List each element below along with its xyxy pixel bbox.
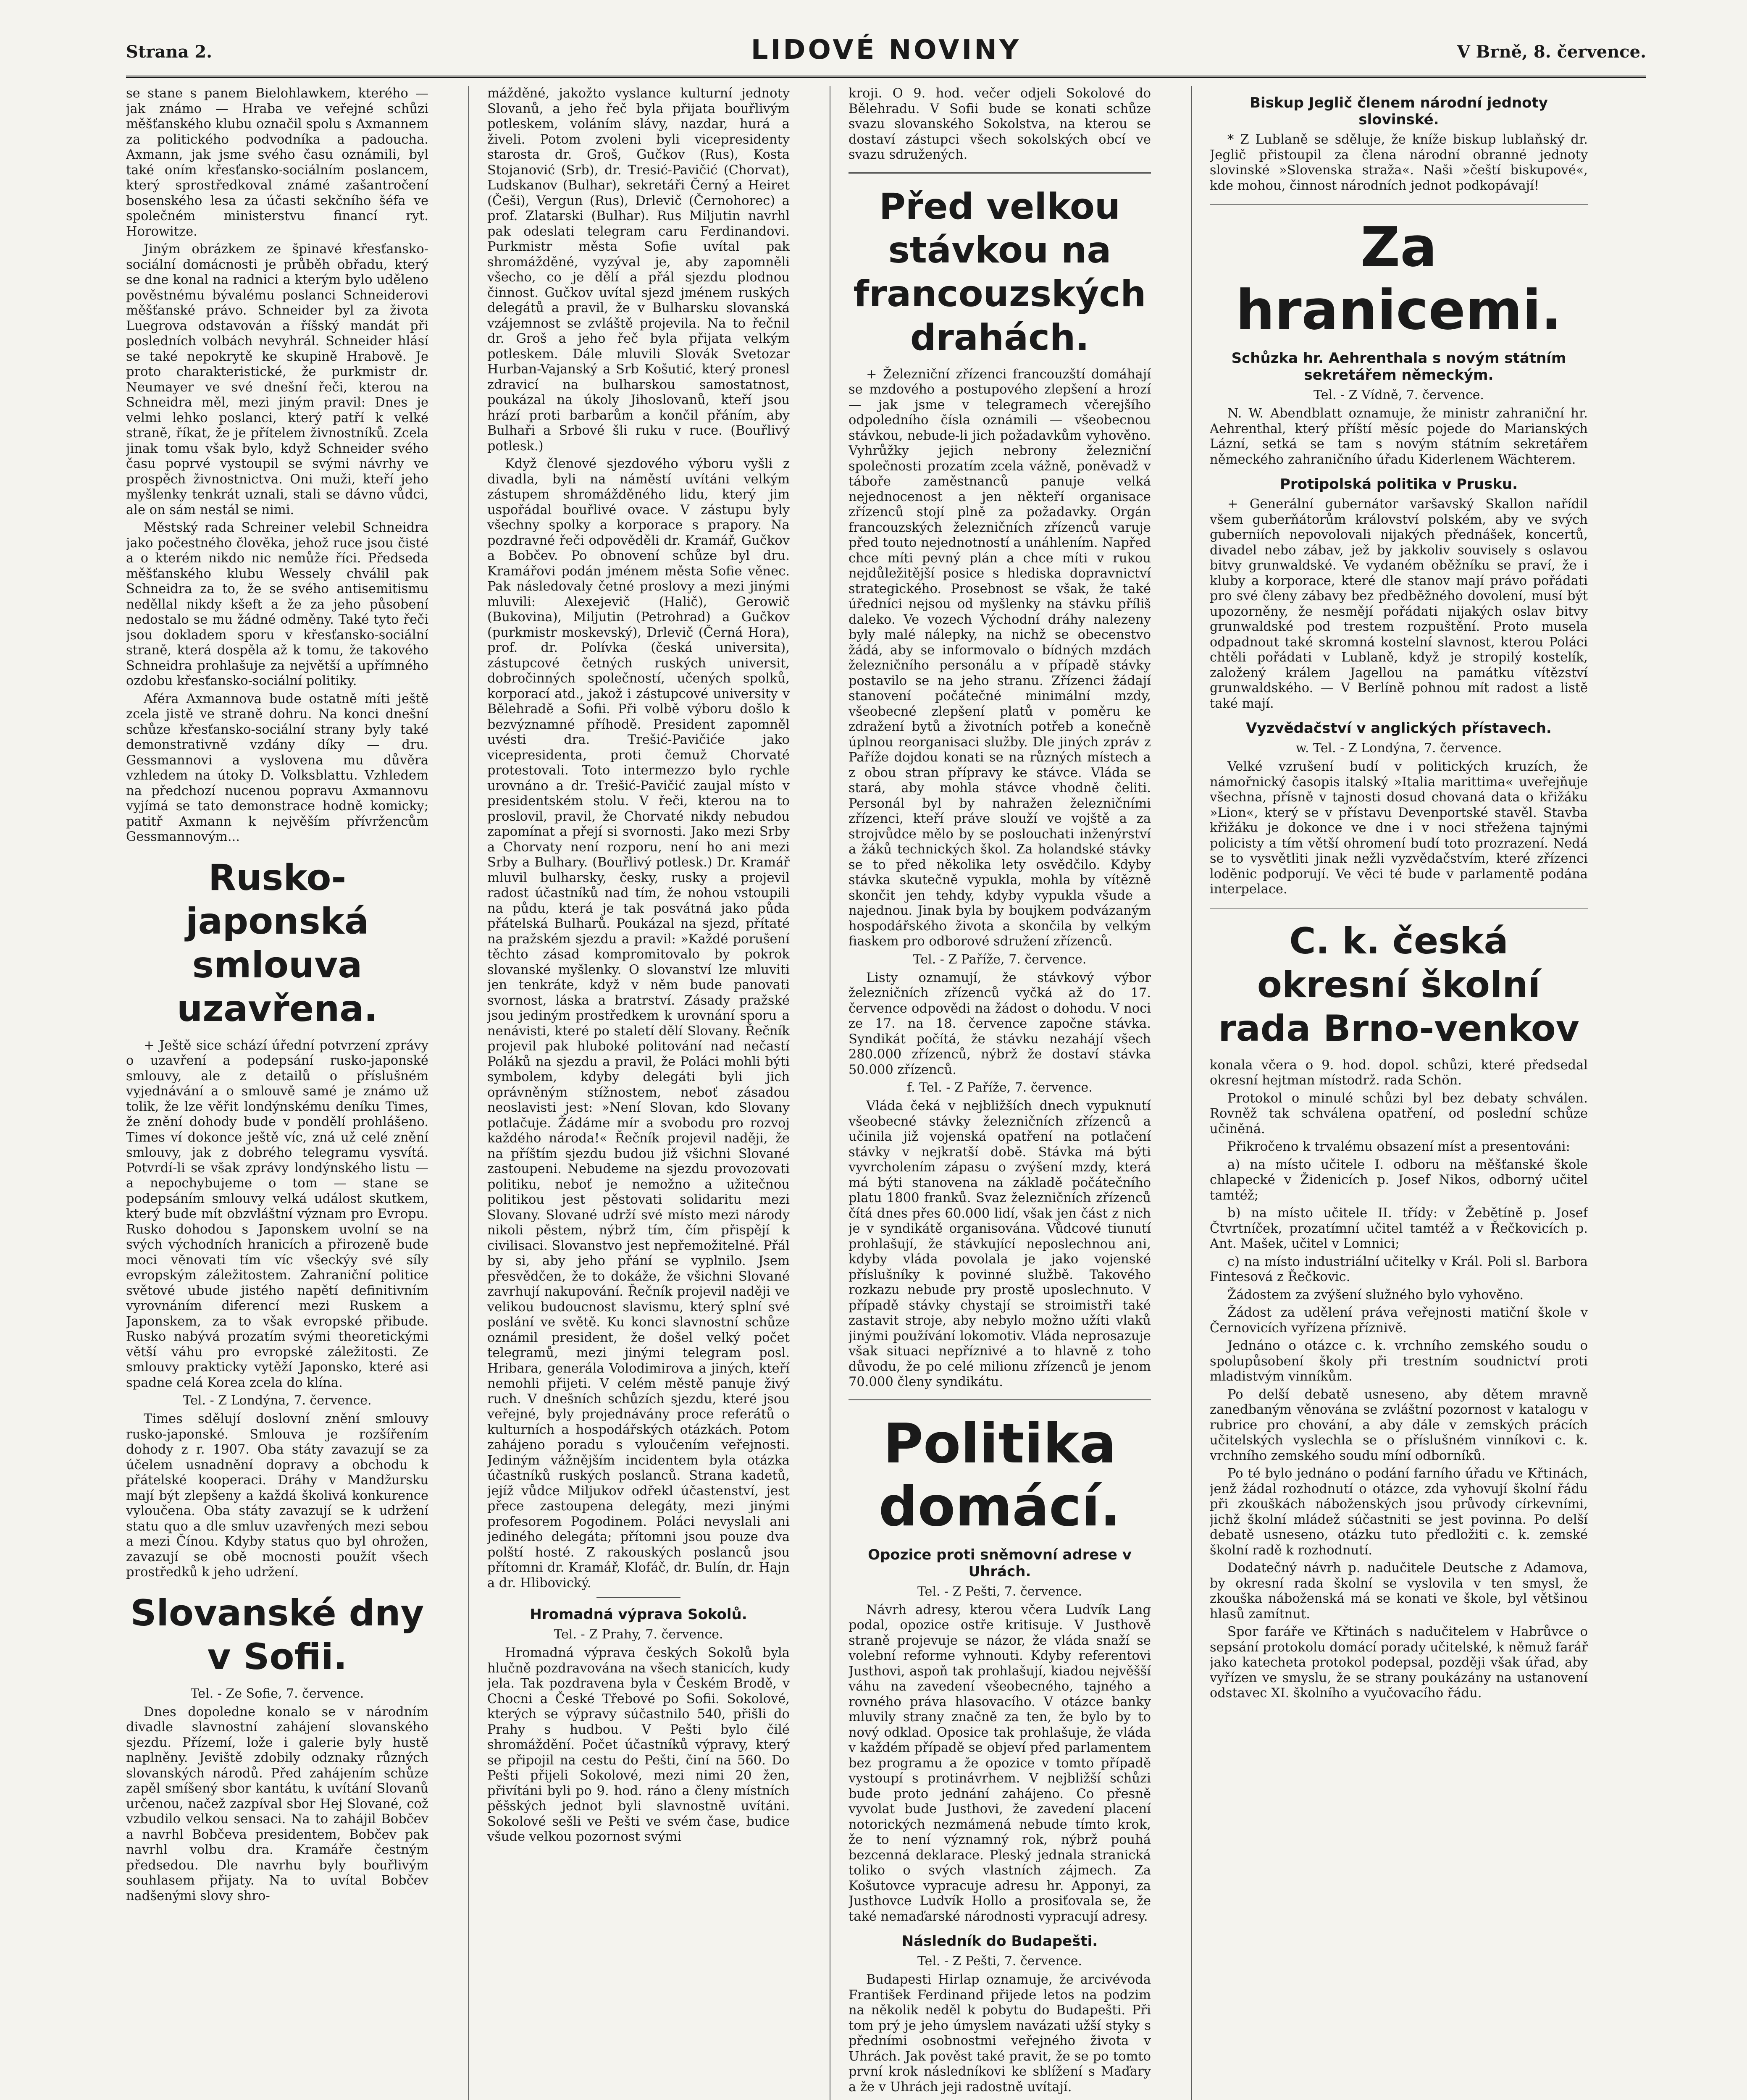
paragraph: Budapesti Hirlap oznamuje, že arcivévoda František Ferdinand přijede letos na podzim na několik neděl k pobytu do Budapešti. Při tom prý je jeho úmyslem navázati užší styky s předními osobnostmi veřejného života v Uhrách. Jak pověst také pravit, že se po tomto první krok následníkovi ke sblížení s Maďary a že v Uhrách jeji radostně uvítají. [849,1972,1151,2095]
page-header [126,25,1646,71]
paragraph: Po delší debatě usneseno, aby dětem mravně zanedbaným věnována se zvláštní pozornost v katalogu v rubrice pro chování, a aby dále v zemských prácích učitelských vyslechla se o příslušném vinníkovi c. k. vrchního zemského soudu míní odborníků. [1210,1387,1588,1463]
subheading-naslednik: Následník do Budapešti. [901,1933,1098,1950]
dateline: Tel. - Z Londýna, 7. července. [183,1393,372,1408]
paragraph: + Generální gubernátor varšavský Skallon nařídil všem guberňátorům království polském, aby ve svých guberniích nepovolovali nijakých přednášek, koncertů, divadel nebo zábav, jež by jakkoliv souvisely s oslavou bitvy grunwaldské. Ve vydaném oběžníku se praví, že i kluby a korporace, které dle stanov mají právo pořádati pro své členy zábavy bez předběžného dovolení, musí být upozorněny, že nesmějí pořádati nijakých oslav bitvy grunwaldské pod trestem rozpuštění. Proto musela odpadnout také skromná kostelní slavnost, kterou Poláci chtěli pořádati v Lublaně, když je stropilý kostelík, založený králem Jagellou na památku vítězství grunwaldského. — V Berlíně pohnou mít radost a listě také mají. [1210,497,1588,711]
column-2 [487,86,790,2100]
paragraph: Listy oznamují, že stávkový výbor železničních zřízenců vyčká až do 17. července odpovědi na žádost o dohodu. V noci ze 17. na 18. července započne stávka. Syndikát počítá, že stávku nezahájí všech 280.000 zřízenců, nýbrž že dostaví stávka 50.000 zřízenců. [849,970,1151,1077]
paragraph: * Z Lublaně se sděluje, že kníže biskup lublaňský dr. Jeglič přistoupil za člena národní obranné jednoty slovinské »Slovenska straža«. Naši »čeští biskupové«, kde mohou, činnost národních jednot podkopávají! [1210,132,1588,193]
paragraph: Jiným obrázkem ze špinavé křesťansko-sociální domácnosti je průběh obřadu, který se dne konal na radnici a kterým bylo uděleno pověstnému bývalému poslanci Schneiderovi měšťanské právo. Schneider byl za života Luegrova odstavován a říšský mandát při posledních volbách nevyhrál. Schneider hlásí se také nepokrytě ke skupině Hrabově. Je proto charakteristické, že purkmistr dr. Neumayer ve své dnešní řeči, kterou na Schneidra měl, mezi jiným pravil: Dnes je velmi lehko poslanci, který patří k velké straně, říkat, že je přítelem živnostníků. Zcela jinak tomu však bylo, když Schneider svého času poprvé vystoupil se svými návrhy ve prospěch živnostnictva. Oni muži, kteří jeho myšlenky tenkrát uznali, stali se dávno vůdci, ale on sám nestál se nimi. [126,242,428,517]
paragraph: Spor faráře ve Křtinách s nadučitelem v Habrůvce o sepsání protokolu domácí porady učitelské, k němuž farář jako katecheta protokol podepsal, později však úřad, aby vyřízen ve smyslu, že se strany poukázány na ustanovení odstavec XI. školního a vyučovacího řádu. [1210,1625,1588,1701]
subheading-vyzvedacstvi: Vyzvědačství v anglických přístavech. [1246,720,1552,737]
dateline: Tel. - Z Paříže, 7. července. [913,952,1087,967]
paragraph: Hromadná výprava českých Sokolů byla hlučně pozdravována na všech stanicích, kudy jela. Tak pozdravena byla v Českém Brodě, v Chocni a České Třebové po Sofii. Sokolové, kterých se výpravy súčastnilo 540, přišli do Prahy s hudbou. V Pešti bylo čilé shromáždění. Počet účastníků výpravy, který se připojil na cestu do Pešti, činí na 560. Do Pešti přijeli Sokolové, mezi nimi 20 žen, přivítáni byli po 9. hod. ráno a členy místních pěšských jednot byli slavnostně uvítáni. Sokolové sešli ve Pešti ve svém čase, budice všude velkou pozornost svými [487,1646,790,1844]
paragraph: Protokol o minulé schůzi byl bez debaty schválen. Rovněž tak schválena opatření, od poslední schůze učiněná. [1210,1091,1588,1137]
dateline: Tel. - Ze Sofie, 7. července. [190,1686,364,1701]
divider [596,1597,680,1598]
column-1 [126,86,428,2100]
place-date: V Brně, 8. července. [1457,42,1646,62]
subheading-opozice: Opozice proti sněmovní adrese v Uhrách. [868,1546,1132,1580]
paragraph: Když členové sjezdového výboru vyšli z divadla, byli na náměstí uvítáni velkým zástupem shromážděného lidu, který jim uspořádal bouřlivé ovace. V zástupu byly všechny spolky a korporace s prapory. Na pozdravné řeči odpověděli dr. Kramář, Gučkov a Bobčev. Po obnovení schůze byl dru. Kramářovi podán jménem města Sofie věnec. Pak následovaly četné proslovy a mezi jinými mluvili: Alexejevič (Halič), Gerowič (Bukovina), Miljutin (Petrohrad) a Gučkov (purkmistr moskevský), Drlevič (Černá Hora), prof. dr. Polívka (česká universita), zástupcové četných ruských universit, dobročinných společností, učených spolků, korporací atd., jakož i zástupcové university v Bělehradě a Sofii. Při volbě výboru došlo k bezvýznamné příhodě. President zapomněl uvésti dra. Trešić-Pavičiće jako vicepresidenta, proti čemuž Chorvaté protestovali. Toto intermezzo bylo rychle urovnáno a dr. Trešić-Pavičić zaujal místo v presidentském stolu. V řeči, kterou na to proslovil, pravil, že Chorvaté nikdy nebudou zapomínat a přejí si svornosti. Jako mezi Srby a Chorvaty není rozporu, není ho ani mezi Srby a Bulhary. (Bouřlivý potlesk.) Dr. Kramář mluvil bulharsky, česky, rusky a projevil radost účastníků nad tím, že nohou vstoupili na půdu, která je tak posvátná jako půda přátelská Bulharů. Poukázal na sjezd, přítaté na pražském sjezdu a pravil: »Každé porušení těchto zásad kompromitovalo by pokrok slovanské myšlenky. O slovanství lze mluviti jen tenkráte, když v něm bude panovati svornost, láska a bratrství. Zásady pražské jsou jediným prostředkem k urovnání sporu a nenávisti, které po staletí dělí Slovany. Řečník projevil pak hluboké politování nad nečastí Poláků na sjezdu a pravil, že Poláci mohli býti symbolem, kdyby delegáti byli jich oprávněným stížnostem, neboť zásadou neoslavisti jest: »Není Slovan, kdo Slovany potlačuje. Žádáme mír a svobodu pro rozvoj každého národa!« Řečník projevil naději, že na příštím sjezdu budou již všichni Slované zastoupeni. Nebudeme na sjezdu provozovati politiku, neboť je nemožno a užitečnou politikou jest pěstovati solidaritu mezi Slovany. Slované udrží své místo mezi národy nikoli pěstem, nýbrž tím, čím přispějí k civilisaci. Slovanstvo jest nepřemožitelné. Přál by si, aby jeho přání se vyplnilo. Jsem přesvědčen, že to dokáže, že všichni Slované zavrhují nakupování. Řečník projevil naději ve velikou budoucnost slavismu, který splní své poslání ve světě. Ku konci slavnostní schůze oznámil president, že došel velký počet telegramů, mezi jinými telegram posl. Hribara, generála Volodimirova a jiných, kteří nemohli přijeti. V celém městě panuje živý ruch. V dnešních schůzích sjezdu, které jsou veřejné, byly projednávány proce referátů o kulturních a hospodářských otázkách. Potom zahájeno poradu s vyloučením veřejnosti. Jediným vážnějším incidentem byla otázka účastníků ruských poslanců. Strana kadetů, jejíž vůdce Miljukov odřekl účastenství, jest přece zastoupena delegáty, mezi jinými profesorem Pogodinem. Poláci nevyslali ani jediného delegáta; přítomni jsou pouze dva polští hosté. Z rakouských poslanců jsou přítomni dr. Kramář, Klofáč, dr. Bulín, dr. Hajn a dr. Hlibovický. [487,457,790,1591]
divider [1210,203,1588,205]
headline-skolni-rada: C. k. česká okresní školní rada Brno-venkov [1218,920,1579,1050]
paragraph: Dodatečný návrh p. nadučitele Deutsche z Adamova, by okresní rada školní se vyslovila v ten smysl, že zkouška náboženská má se konati ve škole, byl většinou hlasů zamítnut. [1210,1561,1588,1622]
paragraph: Návrh adresy, kterou včera Ludvík Lang podal, opozice ostře kritisuje. V Justhově straně projevuje se názor, že vláda snaží se volební reforme vyhnouti. Kdyby referentovi Justhovi, aspoň tak prohlašují, kiadou nejvěšší váhu na zavedení všeobecného, tajného a rovného práva hlasovacího. V otázce banky mluvily strany značně za ten, že bylo by to nový odklad. Oposice tak prohlašuje, že vláda v každém případě se objeví před parlamentem bez programu a že opozice v tomto případě vystoupí s protinávrhem. V nejbližší schůzi bude proto jednání zahájeno. Co přesně vyvolat bude Justhovi, že zavedení placení notorických nezmámená nebude tímto krok, že to není významný rok, nýbrž pouhá bezcenná deklarace. Pleský jednala stranická toliko o svých vlastních zájmech. Za Košutovce vypracuje adresu hr. Apponyi, za Justhovce Ludvík Hollo a prosiťovala se, že také nemaďarské národnosti vypracují adresy. [849,1602,1151,1924]
paragraph: Velké vzrušení budí v politických kruzích, že námořnický časopis italský »Italia marittima« uveřejňuje všechna, přísně v tajnosti dosud chovaná data o křižáku »Lion«, který se v přístavu Devenportské stavěl. Stavba křižáku je dokonce ve dne i v noci střežena tajnými policisty a tím větší ohromení budí toto prozrazení. Nedá se to vysvětliti jinak nežli vyzvědačstvím, které zřízenci loděnic podporují. Ve věci té bude v parlamentě podána interpelace. [1210,759,1588,897]
subheading-schuzka: Schůzka hr. Aehrenthala s novým státním sekretářem německým. [1231,350,1566,383]
headline-za-hranicemi: Za hranicemi. [1235,215,1562,342]
dateline: f. Tel. - Z Paříže, 7. července. [907,1080,1093,1095]
paragraph: c) na místo industriální učitelky v Král. Poli sl. Barbora Fintesová z Řečkovic. [1210,1254,1588,1284]
dateline: Tel. - Z Pešti, 7. července. [917,1584,1082,1599]
paragraph: Times sdělují doslovní znění smlouvy rusko-japonské. Smlouva je rozšířením dohody z r. 1907. Oba státy zavazují se za účelem usnadnění dopravy a obchodu k přátelské kooperaci. Dráhy v Mandžursku mají být zlepšeny a každá školivá konkurence vyloučena. Oba státy zavazují se k udržení statu quo a dle smluv uzavřených mezi sebou a mezi Čínou. Kdyby status quo byl ohrožen, zavazují se obě mocnosti použít všech prostředků k jeho udržení. [126,1412,428,1580]
headline-stavka: Před velkou stávkou na francouzských drahách. [853,185,1146,359]
dateline: w. Tel. - Z Londýna, 7. července. [1295,741,1502,756]
paragraph: se stane s panem Bielohlawkem, kterého — jak známo — Hraba ve veřejné schůzi měšťanského klubu označil spolu s Axmannem za politického podvodníka a padoucha. Axmann, jak jsme svého času oznámili, byl také oním křesťansko-sociálním poslancem, který sprostředkoval známé zašantročení bosenského lesa za účasti sekčního šéfa ve společném ministerstvu financí ryt. Horowitze. [126,86,428,239]
paragraph: + Ještě sice schází úřední potvrzení zprávy o uzavření a podepsání rusko-japonské smlouvy, ale z detailů o příslušném vyjednávání a o smlouvě samé je známo už tolik, že lze věřit londýnskému deníku Times, že znění dohody bude v pondělí prohlášeno. Times ví dokonce ještě víc, zná už celé znění smlouvy, jak z dobrého telegramu vysvítá. Potvrdí-li se však zprávy londýnského listu — a nepochybujeme o tom — stane se podepsáním smlouvy velká událost skutkem, který bude mít obzvláštní význam pro Evropu. Rusko dohodou s Japonskem uvolní se na svých východních hranicích a přirozeně bude moci věnovati tím víc všeckýy své síly evropským záležitostem. Zahraniční politice světové ubude jistého napětí definitivním vyrovnáním diferencí mezi Ruskem a Japonskem, za to však evropské přibude. Rusko nabývá prozatím svými theoretickými větší váhu pro evropské záležitosti. Ze smlouvy prakticky vytěží Japonsko, které asi spadne celá Korea zcela do klína. [126,1038,428,1390]
divider [1210,907,1588,908]
paragraph: Vláda čeká v nejbližších dnech vypuknutí všeobecné stávky železničních zřízenců a učinila již vojenská opatření na potlačení stávky v nejkratší době. Stávka má býti vyvrcholením zápasu o zvýšení mzdy, která má býti stanovena na základě počátečního platu 1800 franků. Svaz železničních zřízenců čítá dnes přes 60.000 lidí, však jen část z nich je v syndikátě organisována. Vůdcové tiunutí prohlašují, že stávkující neposlechnou ani, kdyby vláda povolala je jako vojenské příslušníky k povinné službě. Takového rozkazu nebude pry prostě uposlechnuto. V případě stávky chystají se stroimistři také zastavit stroje, aby nebylo možno užíti vlaků jinými používání lokomotiv. Vláda neprosazuje však situaci nepříznivé a to hlavně z toho důvodu, že po celé milionu zřízenců je jenom 70.000 členy syndikátu. [849,1099,1151,1389]
dateline: Tel. - Z Pešti, 7. července. [917,1954,1082,1969]
column-4 [1210,86,1588,2100]
paragraph: Žádostem za zvýšení služného bylo vyhověno. [1227,1287,1524,1302]
header-rule [126,76,1646,78]
paragraph: a) na místo učitele I. odboru na měšťanské škole chlapecké v Židenicích p. Josef Nikos, odborný učitel tamtéž; [1210,1157,1588,1203]
paragraph: + Železniční zřízenci francouzští domáhají se mzdového a postupového zlepšení a hrozí — jak jsme v telegramech včerejšího odpoledního čísla oznámili — všeobecnou stávkou, nebude-li jich požadavkům vyhověno. Vyhrůžky jejich nebrony železniční společnosti prozatím zcela vážně, poněvadž v táboře zaměstnanců panuje velká nejednocenost a jen někteří organisace zřízenců stojí plně za požadavky. Orgán francouzských železničních zřízenců varuje před touto nejednotností a unáhlením. Napřed chce míti pevný plán a chce míti v rukou nejdůležitější posice s hlediska dopravnictví strategického. Prosebnost se však, že také úředníci nejsou od myšlenky na stávku příliš daleko. Ve vozech Východní dráhy nalezeny byly malé nálepky, na nichž se obecenstvo žádá, aby se informovalo o bídných mzdách železničního personálu a v případě stávky postavilo se na jeho stranu. Zřízenci žádají stanovení počátečné minimální mzdy, všeobecné zlepšení platů v poměru ke zdražení bytů a životních potřeb a konečně úplnou reorganisaci služby. Dle jiných zpráv z Paříže dojdou konati se na různých místech a z obou stran přípravy ke stávce. Vláda se stará, aby mohla stávce vhodně čeliti. Personál byl by nahražen železničními zřízenci, kteří práve slouží ve vojště a za strojvůdce mělo by se poslouchati inženýrství a žáků technických škol. Za holandské stávky se to před několika lety osvědčilo. Kdyby stávka skutečně vypukla, mohla by vítězně skončit jen tehdy, kdyby vypukla všude a najednou. Jinak byla by boujkem podvázaným hospodářského života a skončila by velkým fiaskem pro odborové sdružení zřízenců. [849,367,1151,949]
headline-rusko-japonska: Rusko-japonská smlouva uzavřena. [176,856,378,1030]
dateline: Tel. - Z Prahy, 7. července. [554,1627,723,1642]
column-rule [468,86,469,2100]
divider [849,1399,1151,1401]
page-number: Strana 2. [126,42,213,62]
column-3 [849,86,1151,2100]
paragraph: b) na místo učitele II. třídy: v Žebětíně p. Josef Čtvrtníček, prozatímní učitel tamtéž a v Řečkovicích p. Ant. Mašek, učitel v Lomnici; [1210,1206,1588,1251]
paragraph: Po té bylo jednáno o podání farního úřadu ve Křtinách, jenž žádal rozhodnutí o otázce, zda vyhovují školní řádu při zkouškách náboženských jsou průvody církevními, jichž školní mládež súčastniti se jest povinna. Po delší debatě usneseno, otázku tuto předložiti c. k. zemské školní radě k rozhodnutí. [1210,1466,1588,1558]
paragraph: Jednáno o otázce c. k. vrchního zemského soudu o spolupůsobení školy při trestním soudnictví proti mladistvým vinníkům. [1210,1339,1588,1384]
column-rule [1191,86,1192,2100]
paragraph: mážděné, jakožto vyslance kulturní jednoty Slovanů, a jeho řeč byla přijata bouřlivým potleskem, voláním slávy, nazdar, hurá a živeli. Potom zvoleni byli vicepresidenty starosta dr. Groš, Gučkov (Rus), Kosta Stojanović (Srb), dr. Tresić-Pavičić (Chorvat), Ludskanov (Bulhar), sekretáři Černý a Heiret (Češi), Vergun (Rus), Drlevič (Černohorec) a prof. Zlatarski (Bulhar). Rus Miljutin navrhl pak odeslati telegram caru Ferdinandovi. Purkmistr města Sofie uvítal pak shromážděné, vyzýval je, aby zapomněli všecho, co je dělí a přál sjezdu plodnou činnost. Gučkov uvítal sjezd jménem ruských delegátů a pravil, že v Bulharsku slovanská vzájemnost se zvláště projevila. Na to řečnil dr. Groš a jeho řeč byla přijata velkým potleskem. Dále mluvili Slovák Svetozar Hurban-Vajanský a Srb Košutić, který pronesl zdravicí na bulharskou samostatnost, poukázal na úkoly Jihoslovanů, kteří jsou hrází proti barbarům a končil přáním, aby Bulhaři a Srbové šli ruku v ruce. (Bouřlivý potlesk.) [487,86,790,454]
subheading-sokolove: Hromadná výprava Sokolů. [530,1606,747,1623]
subheading-prusko: Protipolská politika v Prusku. [1279,476,1518,493]
dateline: Tel. - Z Vídně, 7. července. [1314,388,1484,402]
divider [849,172,1151,174]
paragraph: N. W. Abendblatt oznamuje, že ministr zahraniční hr. Aehrenthal, který příští měsíc pojede do Marianských Lázní, setká se tam s novým státním sekretářem německého zahraničního úřadu Kiderlenem Wächterem. [1210,406,1588,467]
headline-slovanske-dny: Slovanské dny v Sofii. [130,1592,424,1678]
paragraph: Žádost za udělení práva veřejnosti matiční škole v Černovicích vyřízena příznivě. [1210,1305,1588,1336]
paragraph: konala včera o 9. hod. dopol. schůzi, které předsedal okresní hejtman místodrž. rada Schön. [1210,1058,1588,1088]
paragraph: Dnes dopoledne konalo se v národním divadle slavnostní zahájení slovanského sjezdu. Přízemí, lože i galerie byly hustě naplněny. Jeviště zdobily odznaky různých slovanských národů. Před zahájením schůze zapěl smíšený sbor kantátu, k uvítání Slovanů určenou, načež zazpíval sbor Hej Slované, což vzbudilo velkou sensaci. Na to zahájil Bobčev a navrhl Bobčeva presidentem, Bobčev pak navrhl volbu dra. Kramáře čestným předsedou. Dle navrhu byly bouřlivým souhlasem přijaty. Na to uvítal Bobčev nadšenými slovy shro- [126,1704,428,1903]
paragraph: Aféra Axmannova bude ostatně míti ještě zcela jistě ve straně dohru. Na konci dnešní schůze křesťansko-sociální strany byly také demonstrativně vzdány díky — dru. Gessmannovi a vyslovena mu důvěra vzhledem na útoky D. Volksblattu. Vzhledem na předchozí nucenou popravu Axmannovu vyjímá se tato demonstrace hodně komicky; patitř Axmann k nejvěším přívržencům Gessmannovým... [126,691,428,844]
headline-politika-domaci: Politika domácí. [878,1411,1121,1538]
masthead: LIDOVÉ NOVINY [751,34,1022,66]
subheading-biskup: Biskup Jeglič členem národní jednoty slovinské. [1250,94,1548,128]
paragraph: kroji. O 9. hod. večer odjeli Sokolové do Bělehradu. V Sofii bude se konati schůze svazu slovanského Sokolstva, na kterou se dostaví zástupci všech sokolských obcí ve svazu sdružených. [849,86,1151,162]
paragraph: Městský rada Schreiner velebil Schneidra jako počestného člověka, jehož ruce jsou čisté a o kterém nikdo nic nemůže říci. Předseda měšťanského klubu Wessely chválil pak Schneidra za to, že se svého antisemitismu neděllal nikdy kšeft a že za jeho působení nedostalo se mu žádné odměny. Také tyto řeči jsou dokladem sporu v křesťansko-sociální straně, která dospěla až k tomu, že takového Schneidra prohlašuje za největší a upřímného ozdobu křesťansko-sociální politiky. [126,520,428,688]
paragraph: Přikročeno k trvalému obsazení míst a presentováni: [1227,1139,1570,1154]
